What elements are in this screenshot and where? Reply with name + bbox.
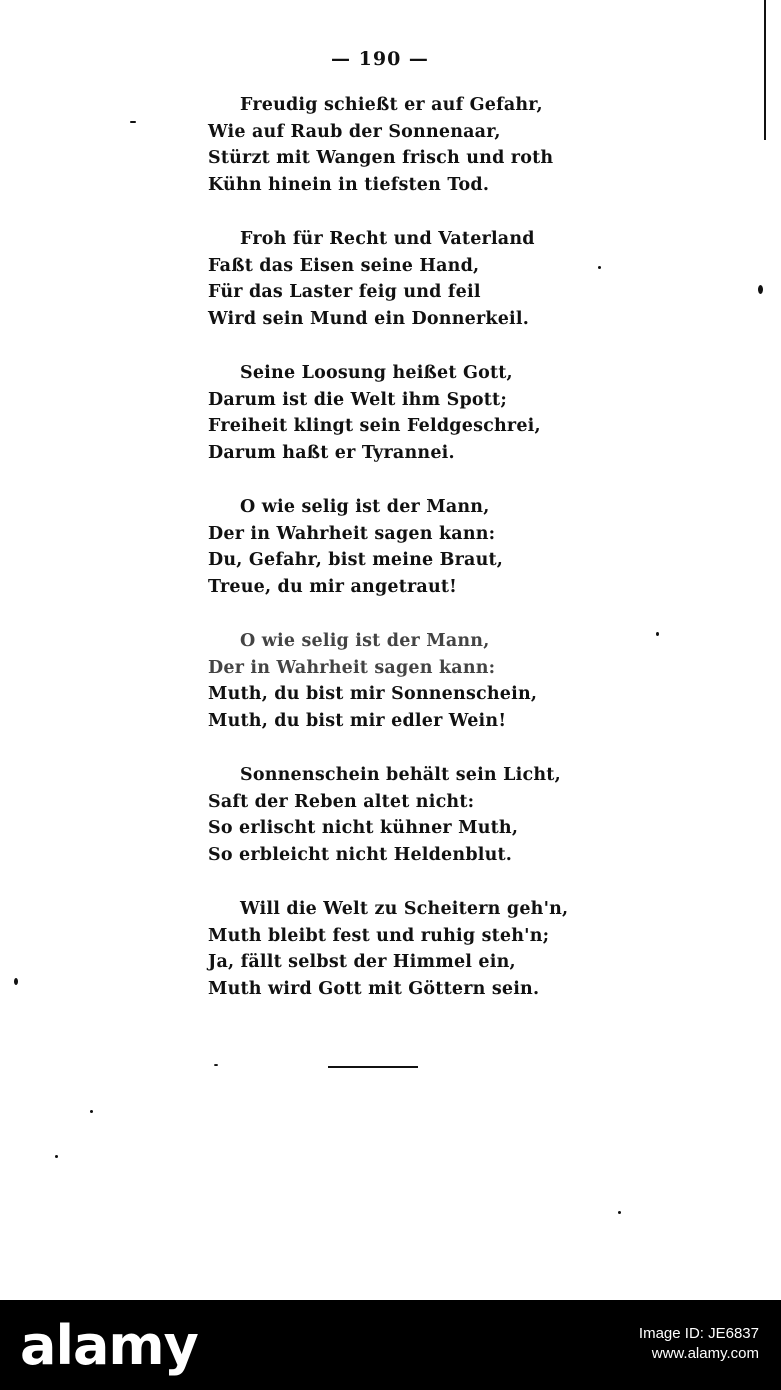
poem-line: Für das Laster feig und feil	[208, 282, 481, 302]
poem-line: O wie selig ist der Mann,	[240, 497, 490, 517]
page-edge-line	[764, 0, 766, 140]
stanza-3	[208, 360, 568, 466]
stanza-7	[208, 896, 568, 1002]
page-number: — 190 —	[331, 48, 429, 70]
poem-line: Darum ist die Welt ihm Spott;	[208, 389, 507, 410]
poem-line: Wird sein Mund ein Donnerkeil.	[208, 308, 530, 329]
poem-line: Der in Wahrheit sagen kann:	[208, 657, 496, 678]
poem-line: So erlischt nicht kühner Muth,	[208, 818, 519, 838]
poem-line: Wie auf Raub der Sonnenaar,	[208, 121, 501, 142]
poem-line: Muth bleibt fest und ruhig steh'n;	[208, 925, 550, 946]
poem-line: Stürzt mit Wangen frisch und roth	[208, 148, 554, 168]
poem-line: Freudig schießt er auf Gefahr,	[240, 95, 543, 115]
stanza-6	[208, 762, 568, 868]
stanza-4	[208, 494, 568, 600]
poem-line: Freiheit klingt sein Feldgeschrei,	[208, 416, 541, 436]
ink-speck	[618, 1211, 621, 1214]
stanza-5	[208, 628, 568, 734]
watermark-image-id: Image ID: JE6837	[638, 1325, 759, 1342]
poem-line: Du, Gefahr, bist meine Braut,	[208, 550, 504, 570]
poem-line: Muth, du bist mir edler Wein!	[208, 710, 507, 731]
stanza-1	[208, 92, 568, 198]
ink-speck	[656, 632, 659, 636]
poem-line: So erbleicht nicht Heldenblut.	[208, 844, 513, 865]
watermark-bar	[0, 1300, 781, 1390]
poem-line: Ja, fällt selbst der Himmel ein,	[208, 952, 516, 972]
ink-speck	[14, 978, 18, 985]
poem-line: Faßt das Eisen seine Hand,	[208, 255, 480, 276]
poem-line: O wie selig ist der Mann,	[240, 631, 490, 651]
ink-speck	[758, 285, 763, 294]
poem-line: Will die Welt zu Scheitern geh'n,	[240, 899, 569, 919]
poem-line: Muth, du bist mir Sonnenschein,	[208, 684, 538, 704]
stanza-2	[208, 226, 568, 332]
poem-line: Froh für Recht und Vaterland	[240, 229, 535, 249]
poem-line: Der in Wahrheit sagen kann:	[208, 523, 496, 544]
poem-line: Saft der Reben altet nicht:	[208, 791, 475, 812]
ink-speck	[55, 1155, 58, 1158]
ink-speck	[90, 1110, 93, 1113]
poem-line: Sonnenschein behält sein Licht,	[240, 765, 561, 785]
poem-line: Darum haßt er Tyrannei.	[208, 442, 455, 463]
watermark-logo: alamy	[20, 1314, 198, 1377]
poem-line: Seine Loosung heißet Gott,	[240, 363, 513, 383]
ink-speck	[130, 121, 136, 123]
watermark-site: www.alamy.com	[651, 1345, 759, 1362]
poem-line: Kühn hinein in tiefsten Tod.	[208, 174, 490, 195]
poem-line: Treue, du mir angetraut!	[208, 576, 458, 597]
end-rule	[328, 1066, 418, 1068]
ink-speck	[214, 1064, 218, 1066]
poem-line: Muth wird Gott mit Göttern sein.	[208, 978, 540, 999]
watermark-info	[639, 1324, 759, 1364]
ink-speck	[598, 266, 601, 269]
poem	[208, 92, 568, 1030]
